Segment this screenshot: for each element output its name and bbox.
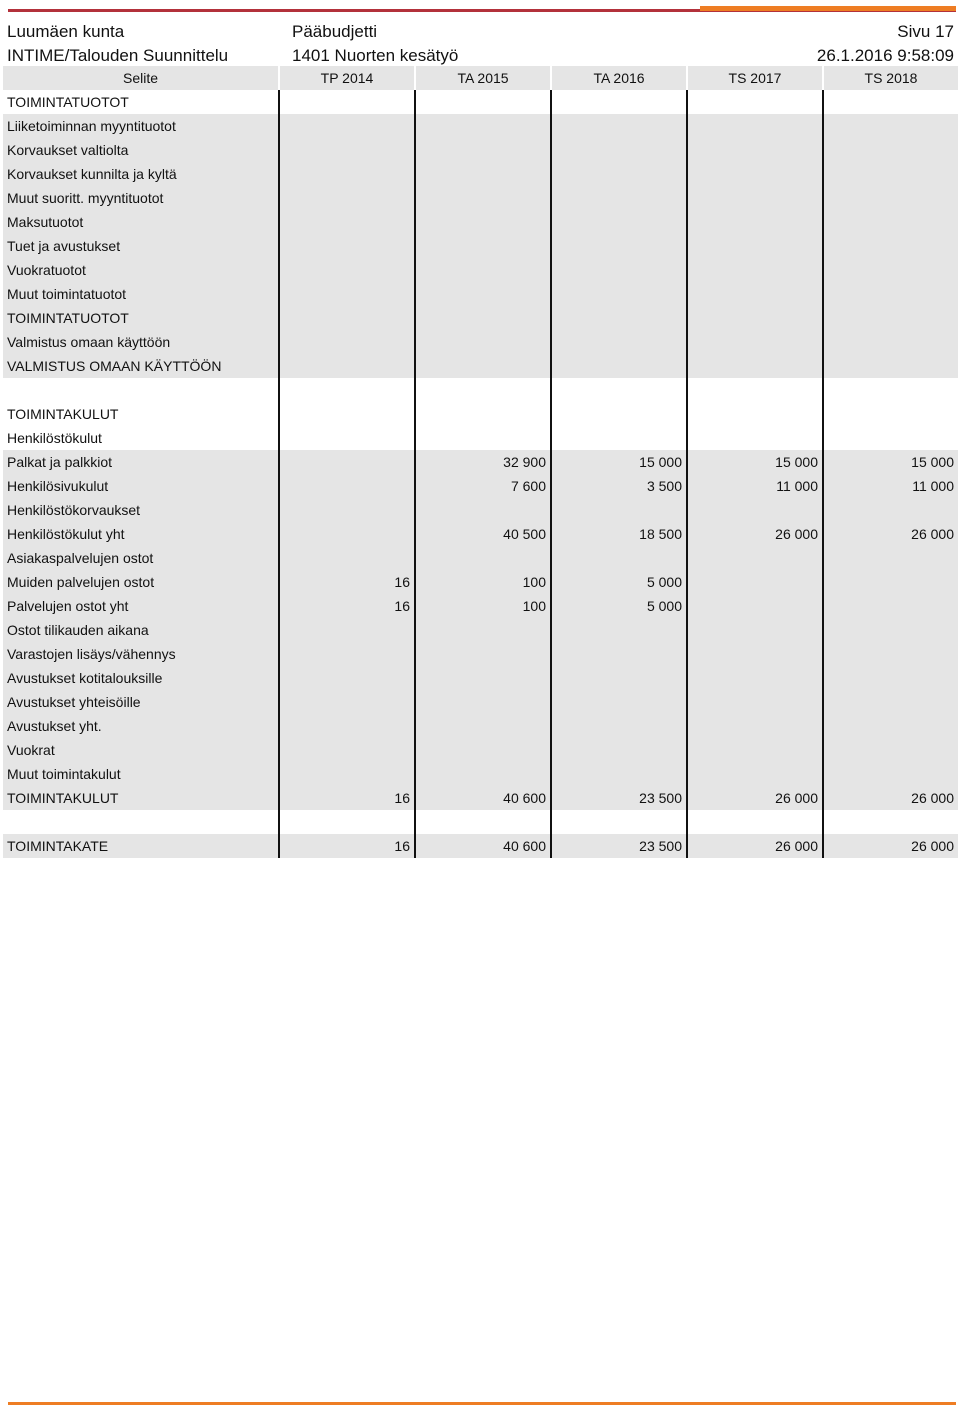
row-value (279, 666, 415, 690)
row-label: Vuokratuotot (3, 258, 279, 282)
row-value (823, 138, 958, 162)
row-value (279, 690, 415, 714)
row-value (687, 186, 823, 210)
row-value (551, 546, 687, 570)
row-value (687, 162, 823, 186)
row-value (551, 642, 687, 666)
row-value (279, 90, 415, 114)
row-label: Liiketoiminnan myyntituotot (3, 114, 279, 138)
row-label: VALMISTUS OMAAN KÄYTTÖÖN (3, 354, 279, 378)
row-value (687, 594, 823, 618)
row-value (279, 234, 415, 258)
row-value (279, 714, 415, 738)
table-row (3, 354, 958, 378)
table-row (3, 666, 958, 690)
row-value (279, 738, 415, 762)
column-header: TA 2015 (415, 66, 551, 90)
row-value (279, 210, 415, 234)
row-label: Varastojen lisäys/vähennys (3, 642, 279, 666)
row-value (279, 378, 415, 402)
row-value (415, 330, 551, 354)
row-value: 18 500 (551, 522, 687, 546)
table-row (3, 402, 958, 426)
table-row (3, 114, 958, 138)
row-value (551, 258, 687, 282)
row-value: 40 500 (415, 522, 551, 546)
row-value (687, 642, 823, 666)
row-value (687, 402, 823, 426)
row-value: 16 (279, 834, 415, 858)
row-label: Palkat ja palkkiot (3, 450, 279, 474)
row-value (551, 210, 687, 234)
row-value (687, 810, 823, 834)
report-timestamp: 26.1.2016 9:58:09 (816, 46, 954, 65)
row-value (823, 618, 958, 642)
row-value (687, 618, 823, 642)
table-row (3, 282, 958, 306)
row-label (3, 378, 279, 402)
row-value: 16 (279, 594, 415, 618)
row-value (551, 378, 687, 402)
row-value (687, 498, 823, 522)
row-value: 26 000 (687, 522, 823, 546)
row-value (687, 234, 823, 258)
row-value (823, 426, 958, 450)
table-row (3, 90, 958, 114)
table-header-row (3, 66, 958, 90)
row-value (687, 570, 823, 594)
row-value (823, 546, 958, 570)
row-value (823, 690, 958, 714)
row-value (687, 354, 823, 378)
row-value (415, 258, 551, 282)
row-value: 32 900 (415, 450, 551, 474)
row-label: Muut toimintakulut (3, 762, 279, 786)
footer-rule-orange (8, 1402, 956, 1405)
row-label: TOIMINTATUOTOT (7, 94, 129, 110)
row-value (823, 210, 958, 234)
row-value (551, 498, 687, 522)
row-value (415, 762, 551, 786)
row-value (551, 234, 687, 258)
row-value (415, 546, 551, 570)
row-value (687, 426, 823, 450)
row-value (279, 642, 415, 666)
row-label: Henkilöstökulut (7, 430, 102, 446)
row-value: 23 500 (551, 786, 687, 810)
row-value (415, 114, 551, 138)
row-value: 11 000 (687, 474, 823, 498)
row-value (687, 306, 823, 330)
row-value (279, 354, 415, 378)
table-row (3, 330, 958, 354)
row-value (415, 306, 551, 330)
table-row (3, 690, 958, 714)
row-value (551, 618, 687, 642)
row-value: 26 000 (823, 522, 958, 546)
row-label: Tuet ja avustukset (3, 234, 279, 258)
row-value (687, 714, 823, 738)
row-value (551, 90, 687, 114)
row-value (823, 90, 958, 114)
row-value (823, 570, 958, 594)
row-value (551, 162, 687, 186)
row-label: Vuokrat (3, 738, 279, 762)
row-value (279, 138, 415, 162)
row-value (551, 306, 687, 330)
row-value (551, 354, 687, 378)
row-label: Muut suoritt. myyntituotot (3, 186, 279, 210)
column-header: TA 2016 (551, 66, 687, 90)
row-value (551, 282, 687, 306)
column-header: TP 2014 (279, 66, 415, 90)
table-row (3, 762, 958, 786)
row-label: Muiden palvelujen ostot (3, 570, 279, 594)
row-value (279, 114, 415, 138)
table-row (3, 162, 958, 186)
row-value (415, 234, 551, 258)
row-value: 3 500 (551, 474, 687, 498)
row-value (279, 402, 415, 426)
row-value (823, 498, 958, 522)
row-value (551, 330, 687, 354)
row-value: 16 (279, 786, 415, 810)
table-row (3, 474, 958, 498)
table-row (3, 138, 958, 162)
row-label: Henkilöstökorvaukset (3, 498, 279, 522)
row-value (823, 714, 958, 738)
page-number: Sivu 17 (897, 22, 954, 41)
row-value (687, 258, 823, 282)
row-value (551, 666, 687, 690)
row-value: 100 (415, 594, 551, 618)
row-value (279, 810, 415, 834)
row-value (823, 186, 958, 210)
row-value: 5 000 (551, 594, 687, 618)
row-value (687, 282, 823, 306)
row-value (279, 474, 415, 498)
table-row (3, 522, 958, 546)
row-value (279, 186, 415, 210)
row-value (687, 738, 823, 762)
row-label: Valmistus omaan käyttöön (3, 330, 279, 354)
table-row (3, 642, 958, 666)
table-row (3, 786, 958, 810)
row-value (279, 450, 415, 474)
row-value: 15 000 (551, 450, 687, 474)
row-value (687, 330, 823, 354)
row-value (551, 762, 687, 786)
row-value (415, 690, 551, 714)
row-value (415, 426, 551, 450)
row-label: Avustukset yht. (3, 714, 279, 738)
table-row (3, 234, 958, 258)
row-value (415, 498, 551, 522)
table-row (3, 546, 958, 570)
row-value (823, 402, 958, 426)
row-value (279, 546, 415, 570)
row-value (687, 210, 823, 234)
row-value (687, 114, 823, 138)
row-value (823, 354, 958, 378)
row-value (823, 666, 958, 690)
row-value (687, 138, 823, 162)
row-value (415, 138, 551, 162)
table-row (3, 618, 958, 642)
row-label: Maksutuotot (3, 210, 279, 234)
table-row (3, 714, 958, 738)
table-row (3, 186, 958, 210)
row-value: 5 000 (551, 570, 687, 594)
row-value (551, 426, 687, 450)
row-value (415, 162, 551, 186)
row-value (823, 762, 958, 786)
row-value (415, 642, 551, 666)
row-label: Muut toimintatuotot (3, 282, 279, 306)
row-value (687, 546, 823, 570)
row-value (551, 714, 687, 738)
row-value (823, 162, 958, 186)
table-row (3, 450, 958, 474)
row-label: Avustukset yhteisöille (3, 690, 279, 714)
row-value (551, 402, 687, 426)
row-value (687, 690, 823, 714)
row-label: TOIMINTAKULUT (3, 786, 279, 810)
row-value (279, 618, 415, 642)
table-row (3, 498, 958, 522)
row-value (279, 762, 415, 786)
row-value (279, 282, 415, 306)
row-value (551, 138, 687, 162)
row-value (279, 306, 415, 330)
table-row (3, 258, 958, 282)
row-value (279, 162, 415, 186)
row-label: Korvaukset valtiolta (3, 138, 279, 162)
column-header: TS 2018 (823, 66, 958, 90)
table-row (3, 810, 958, 834)
row-label: Henkilöstökulut yht (3, 522, 279, 546)
row-label: TOIMINTAKULUT (7, 406, 119, 422)
table-row (3, 426, 958, 450)
row-value: 15 000 (823, 450, 958, 474)
row-value: 26 000 (823, 834, 958, 858)
row-value (823, 642, 958, 666)
row-value: 100 (415, 570, 551, 594)
row-value (687, 762, 823, 786)
table-row (3, 594, 958, 618)
row-value (279, 330, 415, 354)
row-value: 26 000 (823, 786, 958, 810)
row-value: 16 (279, 570, 415, 594)
column-header: Selite (3, 66, 279, 90)
row-value (415, 378, 551, 402)
row-value (823, 114, 958, 138)
system-name: INTIME/Talouden Suunnittelu (7, 46, 229, 65)
table-row (3, 738, 958, 762)
table-row (3, 570, 958, 594)
row-value (823, 378, 958, 402)
row-value (823, 234, 958, 258)
row-label: TOIMINTATUOTOT (3, 306, 279, 330)
row-label: Avustukset kotitalouksille (3, 666, 279, 690)
row-value (279, 522, 415, 546)
table-row (3, 306, 958, 330)
row-value (415, 666, 551, 690)
row-value (823, 738, 958, 762)
row-value (415, 738, 551, 762)
row-value (279, 258, 415, 282)
row-value (823, 330, 958, 354)
row-value (823, 810, 958, 834)
row-label: Korvaukset kunnilta ja kyltä (3, 162, 279, 186)
row-value (687, 666, 823, 690)
row-value (551, 186, 687, 210)
table-row (3, 378, 958, 402)
row-value (551, 738, 687, 762)
row-value (823, 258, 958, 282)
org-name: Luumäen kunta (7, 22, 125, 41)
row-value (823, 306, 958, 330)
row-value: 26 000 (687, 786, 823, 810)
row-label: TOIMINTAKATE (3, 834, 279, 858)
row-value (551, 690, 687, 714)
row-value (415, 282, 551, 306)
row-value: 40 600 (415, 834, 551, 858)
row-value (415, 210, 551, 234)
row-value: 26 000 (687, 834, 823, 858)
budget-table (3, 66, 958, 858)
row-value (415, 90, 551, 114)
header-rule-orange (700, 6, 956, 11)
row-value (823, 282, 958, 306)
row-value: 15 000 (687, 450, 823, 474)
row-value (551, 114, 687, 138)
unit-name: 1401 Nuorten kesätyö (292, 46, 459, 65)
row-value: 11 000 (823, 474, 958, 498)
row-value (415, 618, 551, 642)
row-label: Ostot tilikauden aikana (3, 618, 279, 642)
row-value (415, 402, 551, 426)
row-value (415, 354, 551, 378)
row-value (415, 810, 551, 834)
row-label (3, 810, 279, 834)
table-row (3, 834, 958, 858)
row-value (415, 714, 551, 738)
row-value (823, 594, 958, 618)
row-label: Henkilösivukulut (3, 474, 279, 498)
report-name: Pääbudjetti (292, 22, 378, 41)
row-value (279, 498, 415, 522)
row-value: 7 600 (415, 474, 551, 498)
row-value: 23 500 (551, 834, 687, 858)
row-label: Palvelujen ostot yht (3, 594, 279, 618)
row-value (279, 426, 415, 450)
row-value (687, 378, 823, 402)
row-value (415, 186, 551, 210)
table-row (3, 210, 958, 234)
column-header: TS 2017 (687, 66, 823, 90)
row-value: 40 600 (415, 786, 551, 810)
row-value (687, 90, 823, 114)
row-value (551, 810, 687, 834)
row-label: Asiakaspalvelujen ostot (3, 546, 279, 570)
